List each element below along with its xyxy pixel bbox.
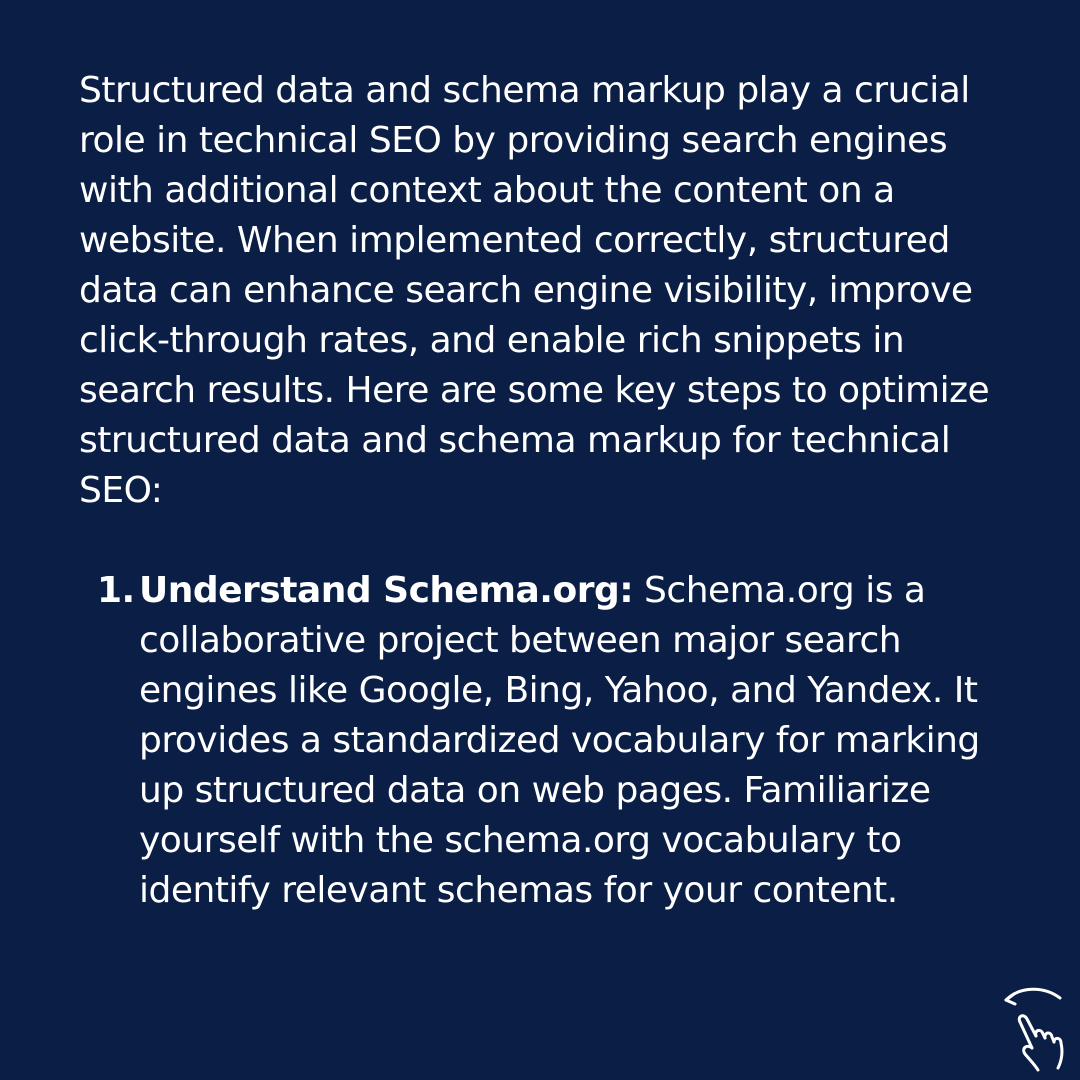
- steps-list: [79, 566, 1010, 916]
- list-item: [79, 566, 1009, 916]
- item-title: Understand Schema.org:: [139, 570, 634, 611]
- item-body: Schema.org is a collaborative project between major search engines like Google, Bing, Yahoo, and Yandex. It provides a standardized vocabulary for marking up structured data on web pages. Familiarize yourself with the schema.org vocabulary to identify relevant schemas for your content.: [139, 570, 980, 911]
- list-number: 1.: [97, 570, 135, 611]
- swipe-hand-icon: [1000, 982, 1072, 1074]
- intro-paragraph: Structured data and schema markup play a crucial role in technical SEO by providing search engines with additional context about the content on a website. When implemented correctly, structured data can enhance search engine visibility, improve click-through rates, and enable rich snippets in search results. Here are some key steps to optimize structured data and schema markup for technical SEO:: [79, 70, 990, 511]
